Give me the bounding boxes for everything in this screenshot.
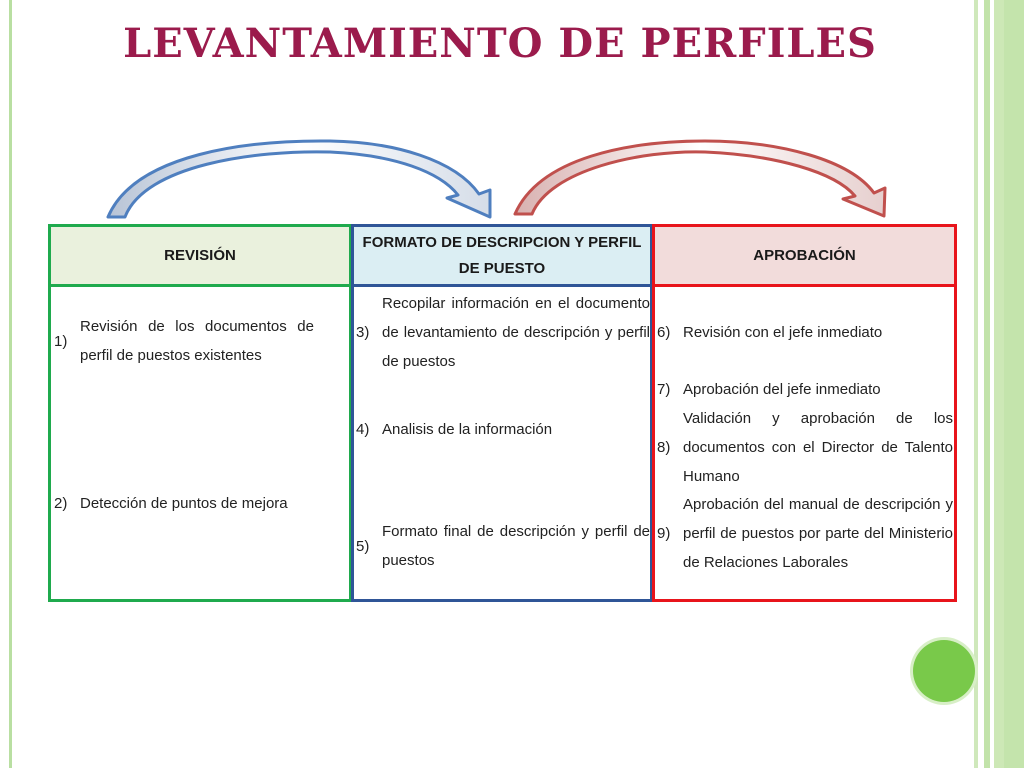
step-text: Revisión con el jefe inmediato: [683, 324, 883, 341]
flow-arrows: [0, 0, 1024, 230]
step-text: Formato final de descripción y perfil de puestos: [382, 523, 650, 569]
process-step-9: [657, 490, 953, 577]
green-circle-decoration: [913, 640, 975, 702]
process-step-4: [356, 415, 650, 444]
step-number: 7): [657, 381, 671, 398]
step-number: 8): [657, 439, 671, 456]
process-step-2: [54, 489, 344, 518]
column-header-aprobacion: APROBACIÓN: [655, 227, 954, 287]
step-text: Analisis de la información: [382, 421, 553, 438]
column-formato: [351, 224, 653, 602]
arrow-revision-to-formato: [108, 141, 490, 217]
step-text: Aprobación del jefe inmediato: [683, 381, 881, 398]
step-text: Validación y aprobación de los documentos con el Director de Talento Humano: [683, 410, 953, 485]
process-step-8: [657, 404, 953, 491]
step-text: Aprobación del manual de descripción y perfil de puestos por parte del Ministerio de Relaciones Laborales: [683, 496, 953, 571]
step-number: 4): [356, 421, 370, 438]
process-step-7: [657, 375, 953, 404]
arrow-formato-to-aprobacion: [515, 141, 885, 216]
column-header-formato: FORMATO DE DESCRIPCION Y PERFIL DE PUESTO: [354, 227, 650, 287]
step-number: 2): [54, 495, 68, 512]
process-step-6: [657, 318, 953, 347]
step-text: Revisión de los documentos de perfil de puestos existentes: [80, 318, 314, 364]
step-text: Detección de puntos de mejora: [80, 495, 288, 512]
column-aprobacion: [652, 224, 957, 602]
step-number: 3): [356, 324, 370, 341]
step-number: 1): [54, 332, 68, 350]
step-number: 9): [657, 525, 671, 542]
process-step-3: [356, 289, 650, 376]
process-step-5: [356, 517, 650, 575]
column-header-revision: REVISIÓN: [51, 227, 349, 287]
step-text: Recopilar información en el documento de levantamiento de descripción y perfil de puestos: [382, 295, 650, 370]
step-number: 5): [356, 537, 370, 555]
column-revision: [48, 224, 352, 602]
slide-title: LEVANTAMIENTO DE PERFILES: [123, 20, 877, 67]
process-step-1: [54, 312, 314, 370]
step-number: 6): [657, 324, 671, 341]
